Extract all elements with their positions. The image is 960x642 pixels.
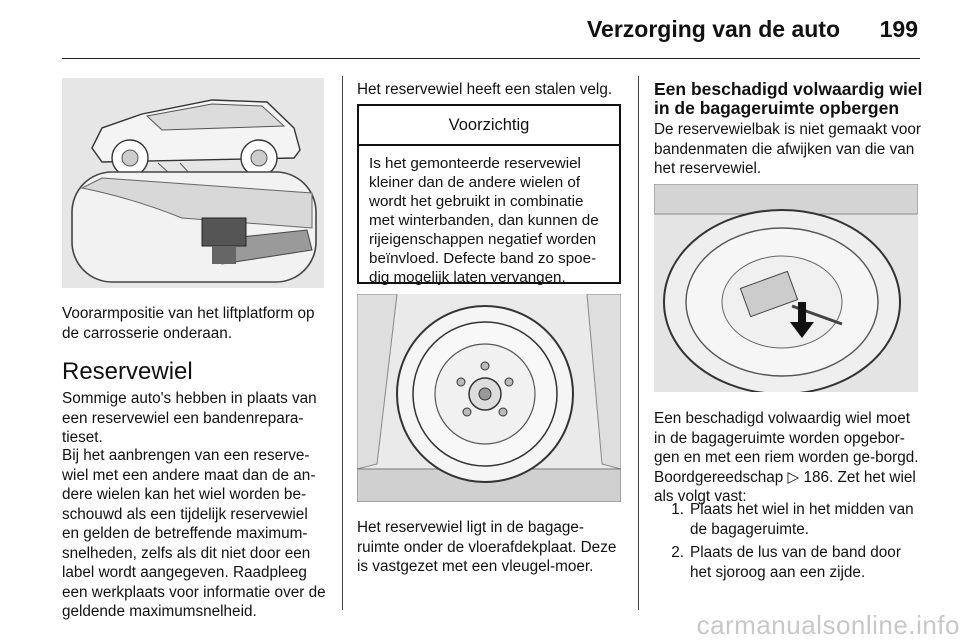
paragraph-reservewiel-1: Sommige auto's hebben in plaats van een reservewiel een bandenrepara-tieset. <box>62 390 317 446</box>
caution-text: Is het gemonteerde reservewiel kleiner dan de andere wielen of wordt het gebruikt in combinatie met winterbanden, dan kunnen de rijeigenschappen negatief worden beïnvloed. Defecte band zo spoe-dig mogelijk laten vervangen. <box>369 155 599 286</box>
figure-caption-spare: Het reservewiel ligt in de bagage-ruimte onder de vloerafdekplaat. Deze is vastgezet met een vleugel-moer. <box>357 519 617 575</box>
step-text: Plaats de lus van de band door het sjoroog aan een zijde. <box>690 544 901 581</box>
heading-reservewiel: Reservewiel <box>62 358 193 385</box>
spare-wheel-illustration <box>357 294 621 502</box>
lift-platform-illustration <box>62 78 324 288</box>
caution-title: Voorzichtig <box>359 106 619 146</box>
section-title: Verzorging van de auto <box>586 16 840 42</box>
list-item <box>654 500 926 539</box>
damaged-wheel-illustration <box>654 184 918 392</box>
watermark: carmanualsonline.info <box>696 610 960 640</box>
paragraph-damaged-2: Een beschadigd volwaardig wiel moet in de bagageruimte worden opgebor-gen en met een riem worden ge-borgd. Boordgereedschap ▷ 186. Zet het wiel als volgt vast: <box>654 410 919 505</box>
figure-caption-lift: Voorarmpositie van het liftplatform op de carrosserie onderaan. <box>62 305 315 342</box>
step-text: Plaats het wiel in het midden van de bagageruimte. <box>690 501 914 538</box>
column-divider-1 <box>342 76 343 610</box>
figure-damaged-wheel <box>654 184 918 392</box>
step-number: 2. <box>671 544 684 561</box>
heading-damaged-wheel: Een beschadigd volwaardig wiel in de bagageruimte opbergen <box>654 79 923 118</box>
column-divider-2 <box>638 76 639 610</box>
paragraph-reservewiel-2: Bij het aanbrengen van een reserve-wiel met een andere maat dan de an-dere wielen kan het wiel worden be-schouwd als een tijdelijk reservewiel en gelden de betreffende maximum-snelheden, zelfs als dit niet door een label wordt aangegeven. Raadpleeg een werkplaats voor informatie over de geldende maximumsnelheid. <box>62 447 326 620</box>
paragraph-damaged-1: De reservewielbak is niet gemaakt voor bandenmaten die afwijken van die van het reservewiel. <box>654 121 921 177</box>
list-item <box>654 543 926 582</box>
header-rule <box>62 58 920 59</box>
figure-lift-platform <box>62 78 324 288</box>
step-number: 1. <box>671 501 684 518</box>
page-number: 199 <box>879 16 918 42</box>
steps-list <box>654 500 926 586</box>
page-header <box>0 0 960 62</box>
figure-spare-wheel <box>357 294 621 502</box>
intro-steel-rim: Het reservewiel heeft een stalen velg. <box>357 81 613 98</box>
caution-box <box>357 104 621 284</box>
